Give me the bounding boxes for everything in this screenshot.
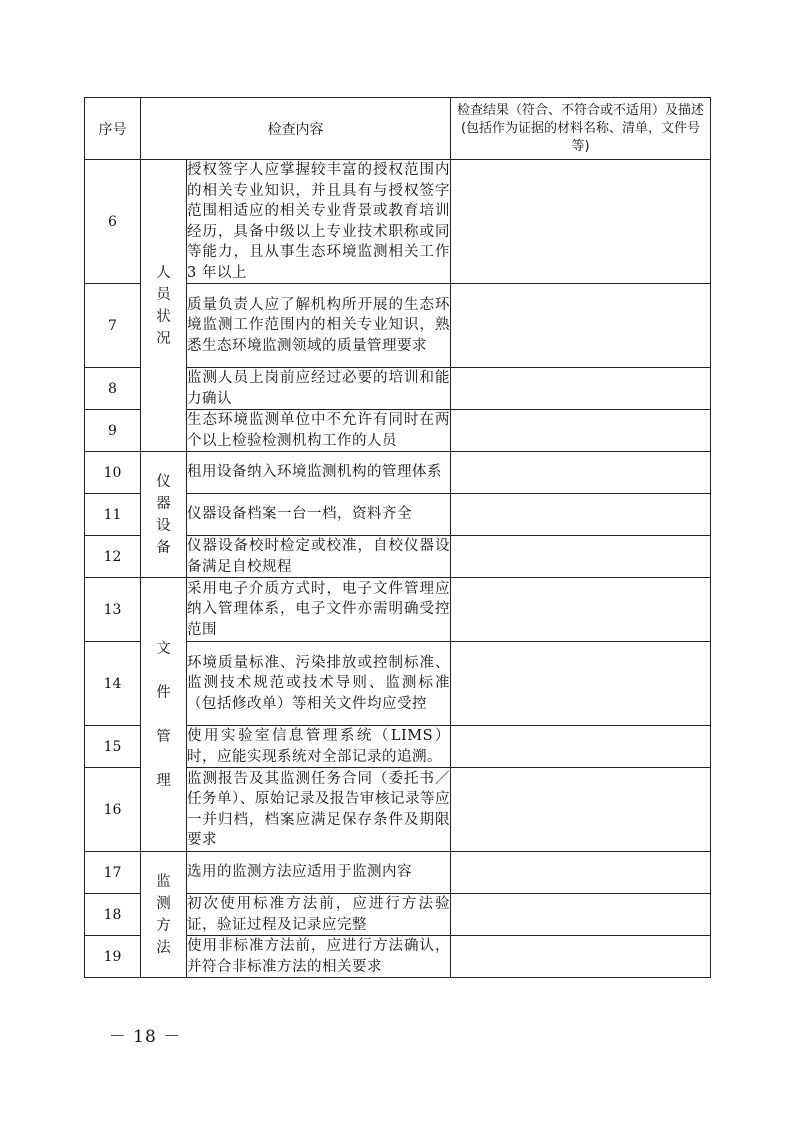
table-row: [85, 452, 711, 494]
row-number: 10: [85, 452, 141, 494]
category-label: 仪器设备: [156, 473, 171, 556]
row-number: 15: [85, 726, 141, 768]
result-cell[interactable]: [451, 894, 711, 936]
category-equipment: [141, 452, 187, 578]
row-number: 13: [85, 578, 141, 642]
check-content: 初次使用标准方法前，应进行方法验证，验证过程及记录应完整: [187, 894, 451, 936]
check-content: 监测人员上岗前应经过必要的培训和能力确认: [187, 368, 451, 410]
row-number: 19: [85, 936, 141, 978]
result-cell[interactable]: [451, 726, 711, 768]
row-number: 7: [85, 284, 141, 368]
header-content: 检查内容: [141, 98, 451, 160]
table-row: [85, 160, 711, 284]
result-cell[interactable]: [451, 410, 711, 452]
category-label: 文件管理: [156, 640, 171, 789]
row-number: 8: [85, 368, 141, 410]
header-row: [85, 98, 711, 160]
check-content: 仪器设备档案一台一档，资料齐全: [187, 494, 451, 536]
check-content: 选用的监测方法应适用于监测内容: [187, 852, 451, 894]
result-cell[interactable]: [451, 368, 711, 410]
check-content: 质量负责人应了解机构所开展的生态环境监测工作范围内的相关专业知识，熟悉生态环境监测领域的质量管理要求: [187, 284, 451, 368]
row-number: 18: [85, 894, 141, 936]
table-row: [85, 578, 711, 642]
table-row: [85, 852, 711, 894]
category-documents: [141, 578, 187, 852]
check-content: 环境质量标准、污染排放或控制标准、监测技术规范或技术导则、监测标准（包括修改单）等相关文件均应受控: [187, 642, 451, 726]
result-cell[interactable]: [451, 284, 711, 368]
result-cell[interactable]: [451, 494, 711, 536]
result-cell[interactable]: [451, 768, 711, 852]
header-result: 检查结果（符合、不符合或不适用）及描述(包括作为证据的材料名称、清单，文件号等): [451, 98, 711, 160]
page-number: － 18 －: [108, 1027, 182, 1047]
category-personnel: [141, 160, 187, 452]
row-number: 11: [85, 494, 141, 536]
row-number: 9: [85, 410, 141, 452]
result-cell[interactable]: [451, 936, 711, 978]
result-cell[interactable]: [451, 852, 711, 894]
check-content: 租用设备纳入环境监测机构的管理体系: [187, 452, 451, 494]
row-number: 14: [85, 642, 141, 726]
check-content: 使用实验室信息管理系统（LIMS）时，应能实现系统对全部记录的追溯。: [187, 726, 451, 768]
check-content: 授权签字人应掌握较丰富的授权范围内的相关专业知识，并且具有与授权签字范围相适应的相关专业背景或教育培训经历，具备中级以上专业技术职称或同等能力，且从事生态环境监测相关工作 3 年以上: [187, 160, 451, 284]
check-content: 监测报告及其监测任务合同（委托书／任务单）、原始记录及报告审核记录等应一并归档，档案应满足保存条件及期限要求: [187, 768, 451, 852]
check-content: 使用非标准方法前，应进行方法确认，并符合非标准方法的相关要求: [187, 936, 451, 978]
inspection-table: [84, 97, 711, 978]
result-cell[interactable]: [451, 578, 711, 642]
check-content: 生态环境监测单位中不允许有同时在两个以上检验检测机构工作的人员: [187, 410, 451, 452]
category-label: 人员状况: [156, 264, 171, 347]
header-seq: 序号: [85, 98, 141, 160]
result-cell[interactable]: [451, 452, 711, 494]
check-content: 仪器设备校时检定或校准，自校仪器设备满足自校规程: [187, 536, 451, 578]
result-cell[interactable]: [451, 536, 711, 578]
check-content: 采用电子介质方式时，电子文件管理应纳入管理体系，电子文件亦需明确受控范围: [187, 578, 451, 642]
row-number: 12: [85, 536, 141, 578]
row-number: 6: [85, 160, 141, 284]
result-cell[interactable]: [451, 642, 711, 726]
row-number: 16: [85, 768, 141, 852]
category-label: 监测方法: [156, 873, 171, 956]
result-cell[interactable]: [451, 160, 711, 284]
category-methods: [141, 852, 187, 978]
row-number: 17: [85, 852, 141, 894]
